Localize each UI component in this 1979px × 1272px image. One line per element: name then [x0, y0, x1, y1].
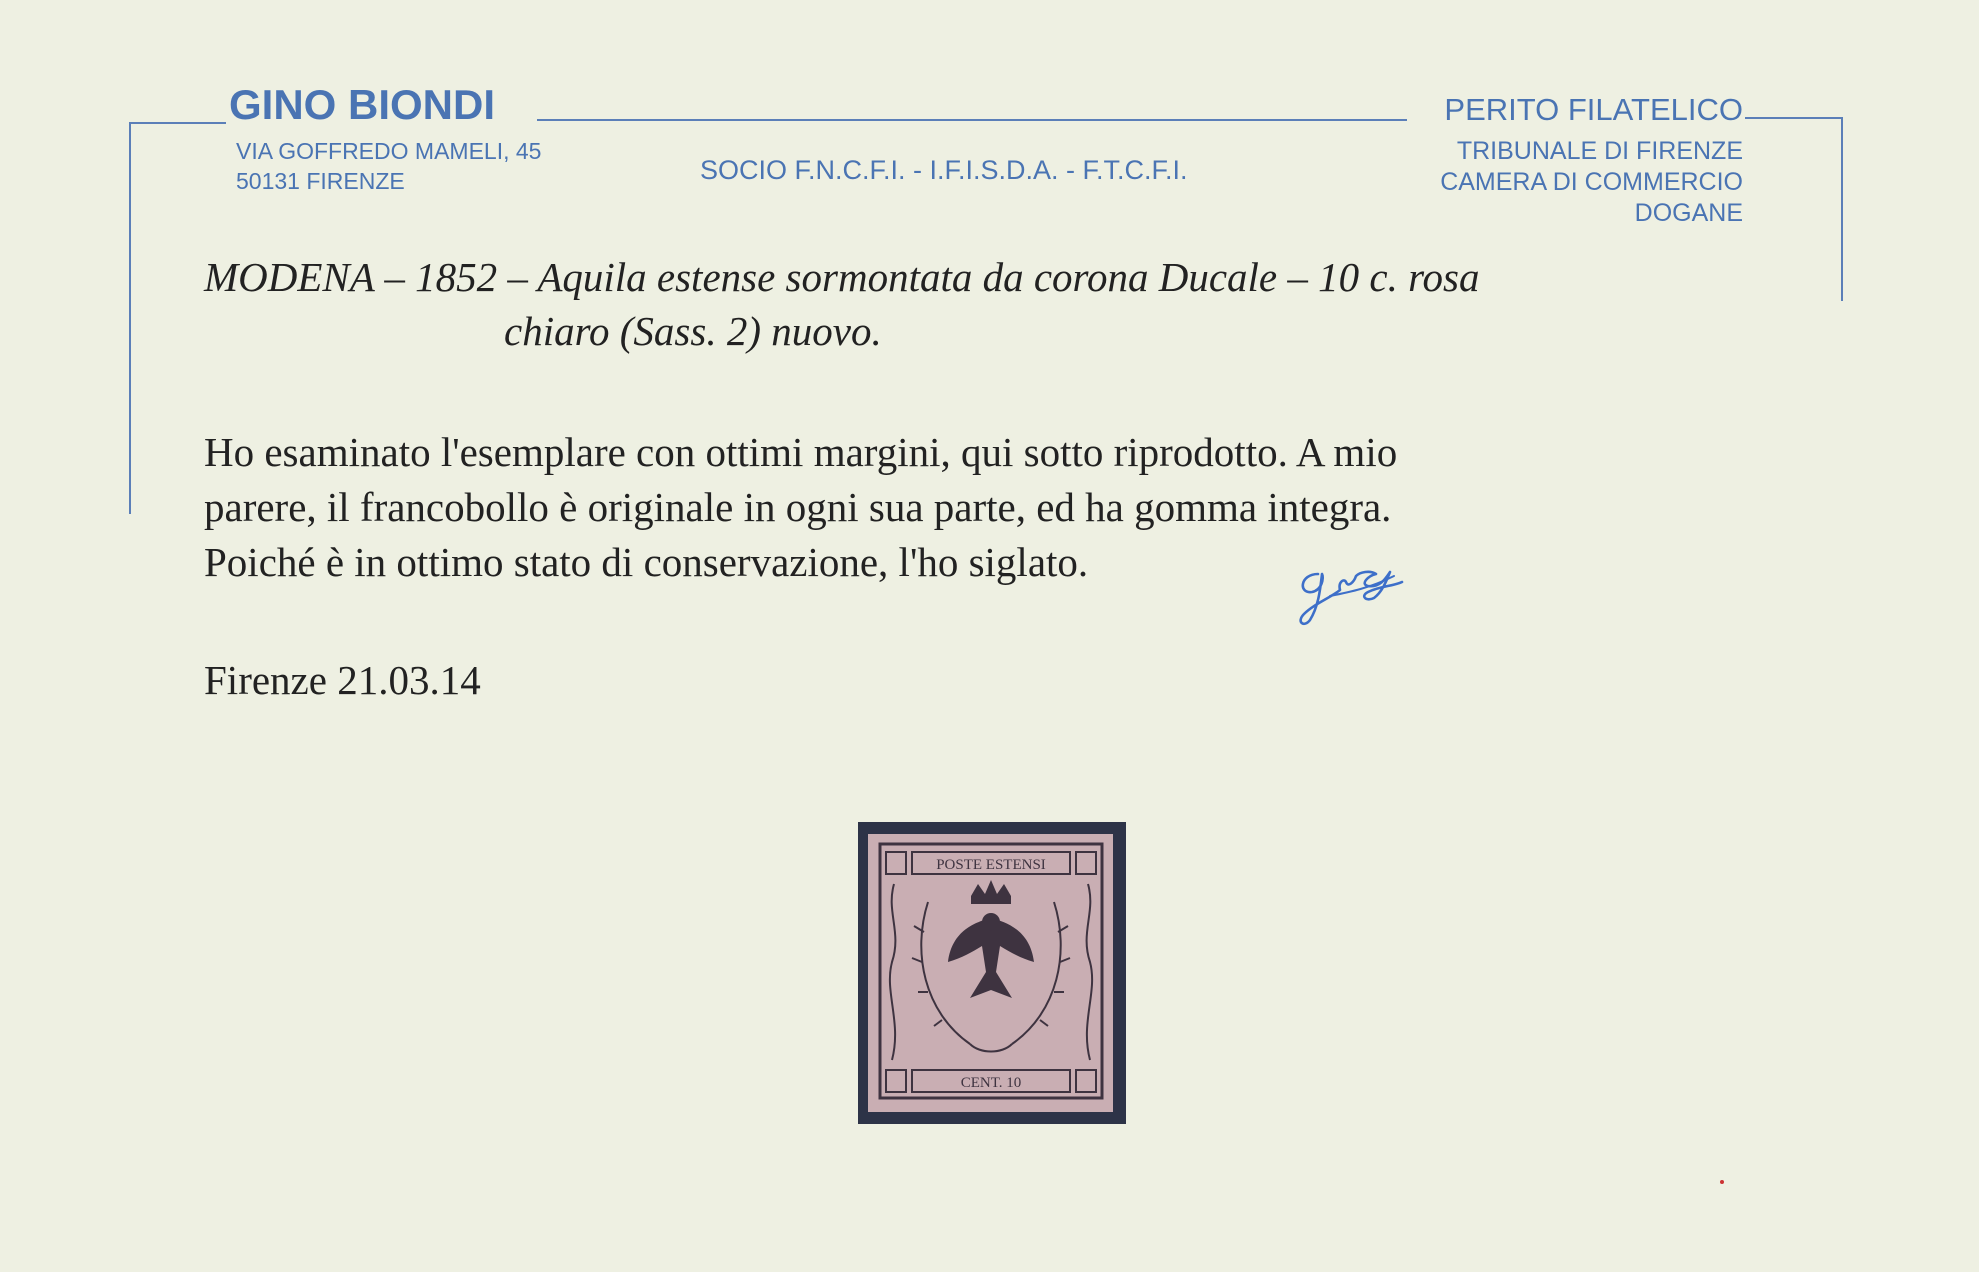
frame-right — [1841, 117, 1843, 301]
stamp-bottom-text: CENT. 10 — [960, 1075, 1022, 1091]
frame-top-middle — [537, 119, 1407, 121]
office-line-tribunal: TRIBUNALE DI FIRENZE — [1456, 137, 1743, 165]
expert-offices — [1440, 136, 1743, 229]
description-line-1: MODENA – 1852 – Aquila estense sormontata da corona Ducale – 10 c. rosa — [204, 254, 1480, 300]
description-line-2-text: chiaro (Sass. 2) nuovo. — [504, 308, 882, 354]
statement-line-1: Ho esaminato l'esemplare con ottimi margini, qui sotto riprodotto. A mio — [204, 429, 1398, 475]
stamp-top-text: POSTE ESTENSI — [936, 857, 1046, 873]
stamp-description — [204, 250, 1807, 358]
office-line-chamber: CAMERA DI COMMERCIO — [1440, 168, 1743, 196]
handwritten-signature — [1290, 552, 1405, 632]
paper-speck — [1720, 1180, 1724, 1184]
expert-address — [236, 136, 541, 196]
statement-line-3: Poiché è in ottimo stato di conservazione, l'ho siglato. — [204, 539, 1089, 585]
frame-top-right — [1745, 117, 1843, 119]
address-line-street: VIA GOFFREDO MAMELI, 45 — [236, 138, 542, 164]
expert-title: PERITO FILATELICO — [1444, 92, 1743, 127]
description-line-2 — [204, 304, 1807, 358]
certificate-statement — [204, 425, 1807, 590]
office-line-customs: DOGANE — [1634, 199, 1743, 227]
membership-line: SOCIO F.N.C.F.I. - I.F.I.S.D.A. - F.T.C.F.I. — [700, 155, 1188, 185]
frame-left — [129, 122, 131, 514]
address-line-city: 50131 FIRENZE — [236, 168, 405, 194]
stamp-image — [858, 822, 1126, 1124]
statement-line-2: parere, il francobollo è originale in ogni sua parte, ed ha gomma integra. — [204, 484, 1392, 530]
expert-name: GINO BIONDI — [229, 81, 496, 128]
frame-top-left — [129, 122, 226, 124]
place-and-date: Firenze 21.03.14 — [204, 657, 481, 703]
